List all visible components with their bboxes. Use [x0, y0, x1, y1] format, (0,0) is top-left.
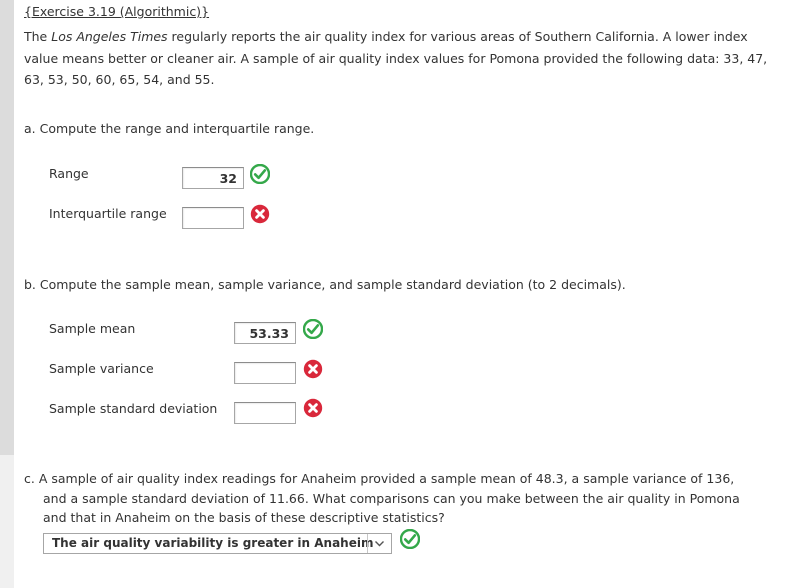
- intro-body: regularly reports the air quality index for various areas of Southern California. A lower index value means better or cleaner air. A sample of air quality index values for Pomona provided the following data: 33, 47, 63, 53, 50, 60, 65, 54, and 55.: [24, 29, 768, 87]
- sample-variance-input[interactable]: [234, 362, 296, 384]
- comparison-select[interactable]: [43, 533, 392, 554]
- part-b-question: b. Compute the sample mean, sample variance, and sample standard deviation (to 2 decimals).: [24, 277, 626, 292]
- part-c-question-line2: and a sample standard deviation of 11.66. What comparisons can you make between the air quality in Pomona: [43, 490, 740, 506]
- exercise-intro: [24, 26, 780, 91]
- sample-std-deviation-input[interactable]: [234, 402, 296, 424]
- correct-checkmark-icon: [250, 164, 270, 184]
- incorrect-x-icon: [303, 359, 323, 379]
- part-c-question-line3: and that in Anaheim on the basis of these descriptive statistics?: [43, 510, 445, 525]
- interquartile-range-input[interactable]: [182, 207, 244, 229]
- incorrect-x-icon: [250, 204, 270, 224]
- correct-checkmark-icon: [303, 319, 323, 339]
- interquartile-range-label: Interquartile range: [49, 206, 167, 221]
- sample-std-deviation-label: Sample standard deviation: [49, 401, 218, 416]
- part-c-question: [24, 469, 784, 528]
- chevron-down-icon[interactable]: [367, 534, 391, 553]
- range-label: Range: [49, 166, 89, 181]
- intro-publication: Los Angeles Times: [51, 29, 168, 44]
- sample-variance-label: Sample variance: [49, 361, 154, 376]
- left-gutter: [0, 0, 14, 455]
- part-a-question: a. Compute the range and interquartile range.: [24, 121, 315, 136]
- range-input[interactable]: 32: [182, 167, 244, 189]
- part-c-question-line1: c. A sample of air quality index readings for Anaheim provided a sample mean of 48.3, a sample variance of 136,: [24, 471, 735, 486]
- comparison-select-value: The air quality variability is greater in Anaheim: [52, 536, 374, 550]
- intro-prefix: The: [24, 29, 52, 44]
- sample-mean-input[interactable]: 53.33: [234, 322, 296, 344]
- left-gutter-lower: [0, 455, 14, 588]
- exercise-title[interactable]: {Exercise 3.19 (Algorithmic)}: [24, 4, 210, 19]
- correct-checkmark-icon: [400, 529, 420, 549]
- sample-mean-label: Sample mean: [49, 321, 136, 336]
- incorrect-x-icon: [303, 398, 323, 418]
